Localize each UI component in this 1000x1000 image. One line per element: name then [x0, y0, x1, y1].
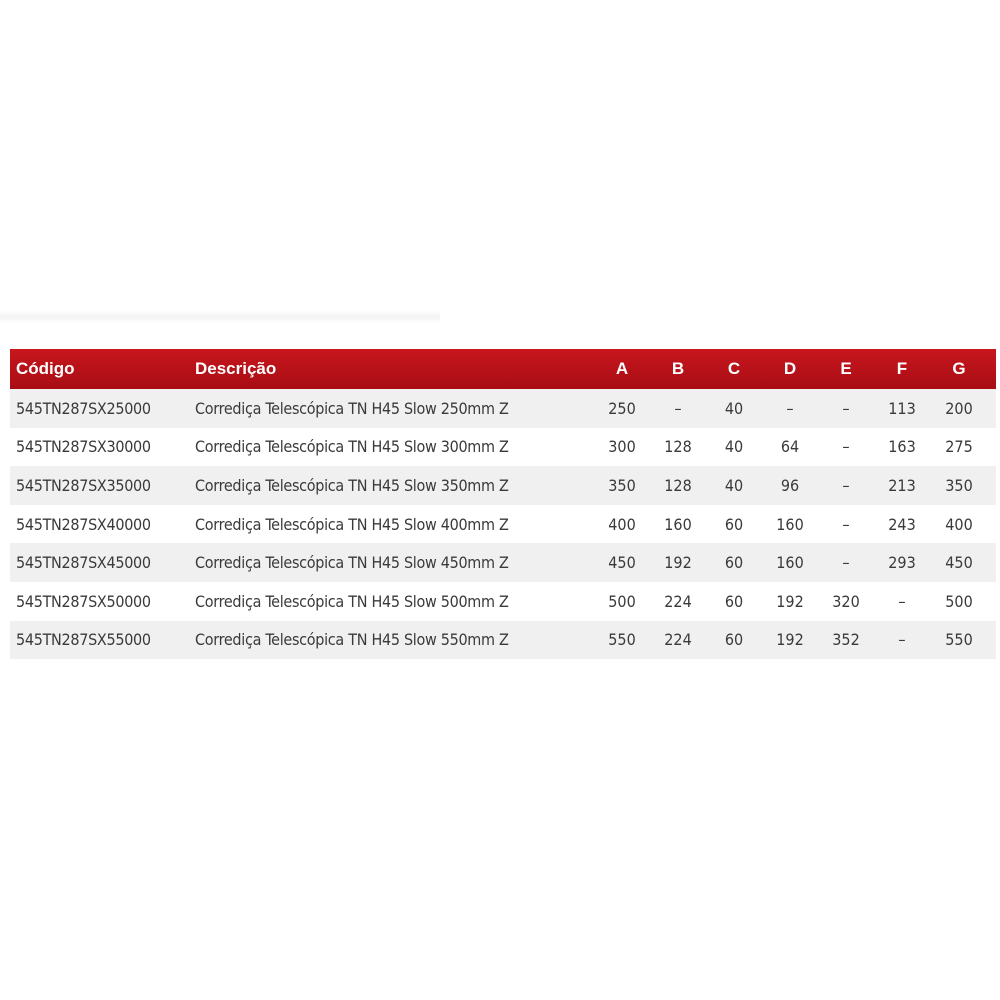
table-row [10, 621, 996, 660]
header-b: B [671, 359, 685, 378]
cell-f: 293 [888, 553, 916, 573]
cell-f: 243 [888, 514, 916, 534]
table-header [10, 349, 996, 389]
header-d: D [783, 359, 797, 378]
cell-code: 545TN287SX55000 [16, 630, 151, 650]
cell-code: 545TN287SX35000 [16, 475, 151, 495]
header-g: G [952, 359, 966, 378]
table-row [10, 543, 996, 582]
table-row [10, 428, 996, 467]
cell-d: 160 [776, 514, 804, 534]
cell-code: 545TN287SX45000 [16, 553, 151, 573]
cell-description: Corrediça Telescópica TN H45 Slow 500mm Z [195, 591, 509, 611]
header-a: A [615, 359, 629, 378]
cell-e: 320 [832, 591, 860, 611]
cell-a: 300 [608, 437, 636, 457]
product-table [10, 349, 996, 659]
cell-b: 128 [664, 475, 692, 495]
cell-g: 200 [945, 398, 973, 418]
cell-g: 350 [945, 475, 973, 495]
cell-code: 545TN287SX30000 [16, 437, 151, 457]
cell-g: 275 [945, 437, 973, 457]
faint-divider [0, 310, 440, 324]
cell-c: 40 [724, 437, 744, 457]
cell-c: 40 [724, 475, 744, 495]
table-row [10, 582, 996, 621]
cell-g: 450 [945, 553, 973, 573]
cell-f: – [898, 591, 906, 611]
cell-description: Corrediça Telescópica TN H45 Slow 350mm Z [195, 475, 509, 495]
header-e: E [840, 359, 852, 378]
cell-c: 60 [724, 630, 744, 650]
cell-c: 60 [724, 591, 744, 611]
cell-e: 352 [832, 630, 860, 650]
cell-c: 60 [724, 553, 744, 573]
cell-description: Corrediça Telescópica TN H45 Slow 400mm Z [195, 514, 509, 534]
cell-e: – [842, 475, 850, 495]
cell-f: – [898, 630, 906, 650]
cell-description: Corrediça Telescópica TN H45 Slow 450mm Z [195, 553, 509, 573]
cell-g: 500 [945, 591, 973, 611]
cell-d: 64 [780, 437, 800, 457]
table-row [10, 389, 996, 428]
table-row [10, 505, 996, 544]
cell-b: 160 [664, 514, 692, 534]
cell-d: 192 [776, 591, 804, 611]
cell-f: 113 [888, 398, 916, 418]
header-f: F [896, 359, 908, 378]
header-code: Código [16, 359, 75, 378]
cell-c: 60 [724, 514, 744, 534]
cell-g: 550 [945, 630, 973, 650]
cell-a: 450 [608, 553, 636, 573]
cell-f: 213 [888, 475, 916, 495]
cell-a: 400 [608, 514, 636, 534]
cell-description: Corrediça Telescópica TN H45 Slow 300mm Z [195, 437, 509, 457]
cell-b: 128 [664, 437, 692, 457]
header-c: C [727, 359, 741, 378]
header-description: Descrição [195, 359, 277, 378]
cell-d: 96 [780, 475, 800, 495]
cell-b: 224 [664, 630, 692, 650]
cell-f: 163 [888, 437, 916, 457]
cell-e: – [842, 398, 850, 418]
cell-e: – [842, 553, 850, 573]
cell-b: 224 [664, 591, 692, 611]
cell-code: 545TN287SX25000 [16, 398, 151, 418]
cell-a: 350 [608, 475, 636, 495]
table-row [10, 466, 996, 505]
cell-e: – [842, 514, 850, 534]
cell-b: 192 [664, 553, 692, 573]
cell-code: 545TN287SX50000 [16, 591, 151, 611]
cell-a: 250 [608, 398, 636, 418]
cell-a: 500 [608, 591, 636, 611]
cell-g: 400 [945, 514, 973, 534]
cell-d: 192 [776, 630, 804, 650]
cell-description: Corrediça Telescópica TN H45 Slow 250mm Z [195, 398, 509, 418]
cell-d: – [786, 398, 794, 418]
cell-e: – [842, 437, 850, 457]
cell-code: 545TN287SX40000 [16, 514, 151, 534]
cell-d: 160 [776, 553, 804, 573]
cell-b: – [674, 398, 682, 418]
cell-description: Corrediça Telescópica TN H45 Slow 550mm Z [195, 630, 509, 650]
cell-a: 550 [608, 630, 636, 650]
cell-c: 40 [724, 398, 744, 418]
